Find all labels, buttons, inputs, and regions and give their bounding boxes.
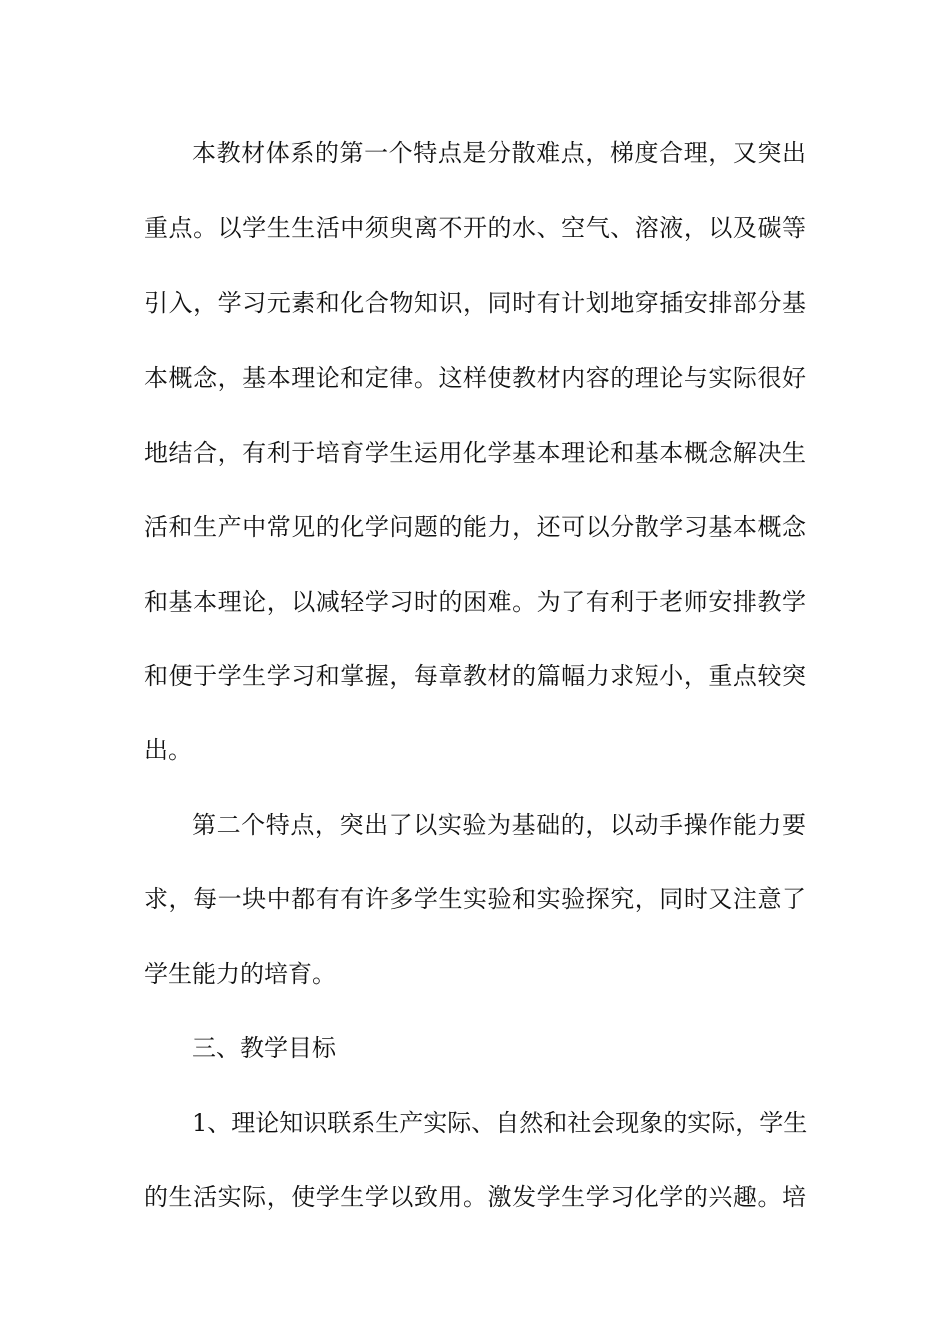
paragraph-1-line-1: 本教材体系的第一个特点是分散难点，梯度合理，又突出 (192, 139, 806, 167)
paragraph-2-line-1: 第二个特点，突出了以实验为基础的，以动手操作能力要 (192, 811, 806, 839)
paragraph-1-line-7: 和基本理论，以减轻学习时的困难。为了有利于老师安排教学 (144, 588, 806, 616)
paragraph-1-line-9: 出。 (144, 736, 192, 764)
paragraph-3-line-2: 的生活实际，使学生学以致用。激发学生学习化学的兴趣。培 (144, 1183, 806, 1211)
section-heading: 三、教学目标 (192, 1034, 336, 1062)
paragraph-1-line-6: 活和生产中常见的化学问题的能力，还可以分散学习基本概念 (144, 513, 806, 541)
paragraph-1-line-8: 和便于学生学习和掌握，每章教材的篇幅力求短小，重点较突 (144, 662, 806, 690)
paragraph-2-line-2: 求，每一块中都有有许多学生实验和实验探究，同时又注意了 (144, 885, 806, 913)
paragraph-1-line-5: 地结合，有利于培育学生运用化学基本理论和基本概念解决生 (144, 439, 806, 467)
paragraph-2-line-3: 学生能力的培育。 (144, 960, 336, 988)
paragraph-3-line-1: 1、理论知识联系生产实际、自然和社会现象的实际，学生 (192, 1109, 808, 1137)
paragraph-1-line-3: 引入，学习元素和化合物知识，同时有计划地穿插安排部分基 (144, 289, 806, 317)
paragraph-1-line-4: 本概念，基本理论和定律。这样使教材内容的理论与实际很好 (144, 364, 806, 392)
paragraph-1-line-2: 重点。以学生生活中须臾离不开的水、空气、溶液，以及碳等 (144, 214, 806, 242)
